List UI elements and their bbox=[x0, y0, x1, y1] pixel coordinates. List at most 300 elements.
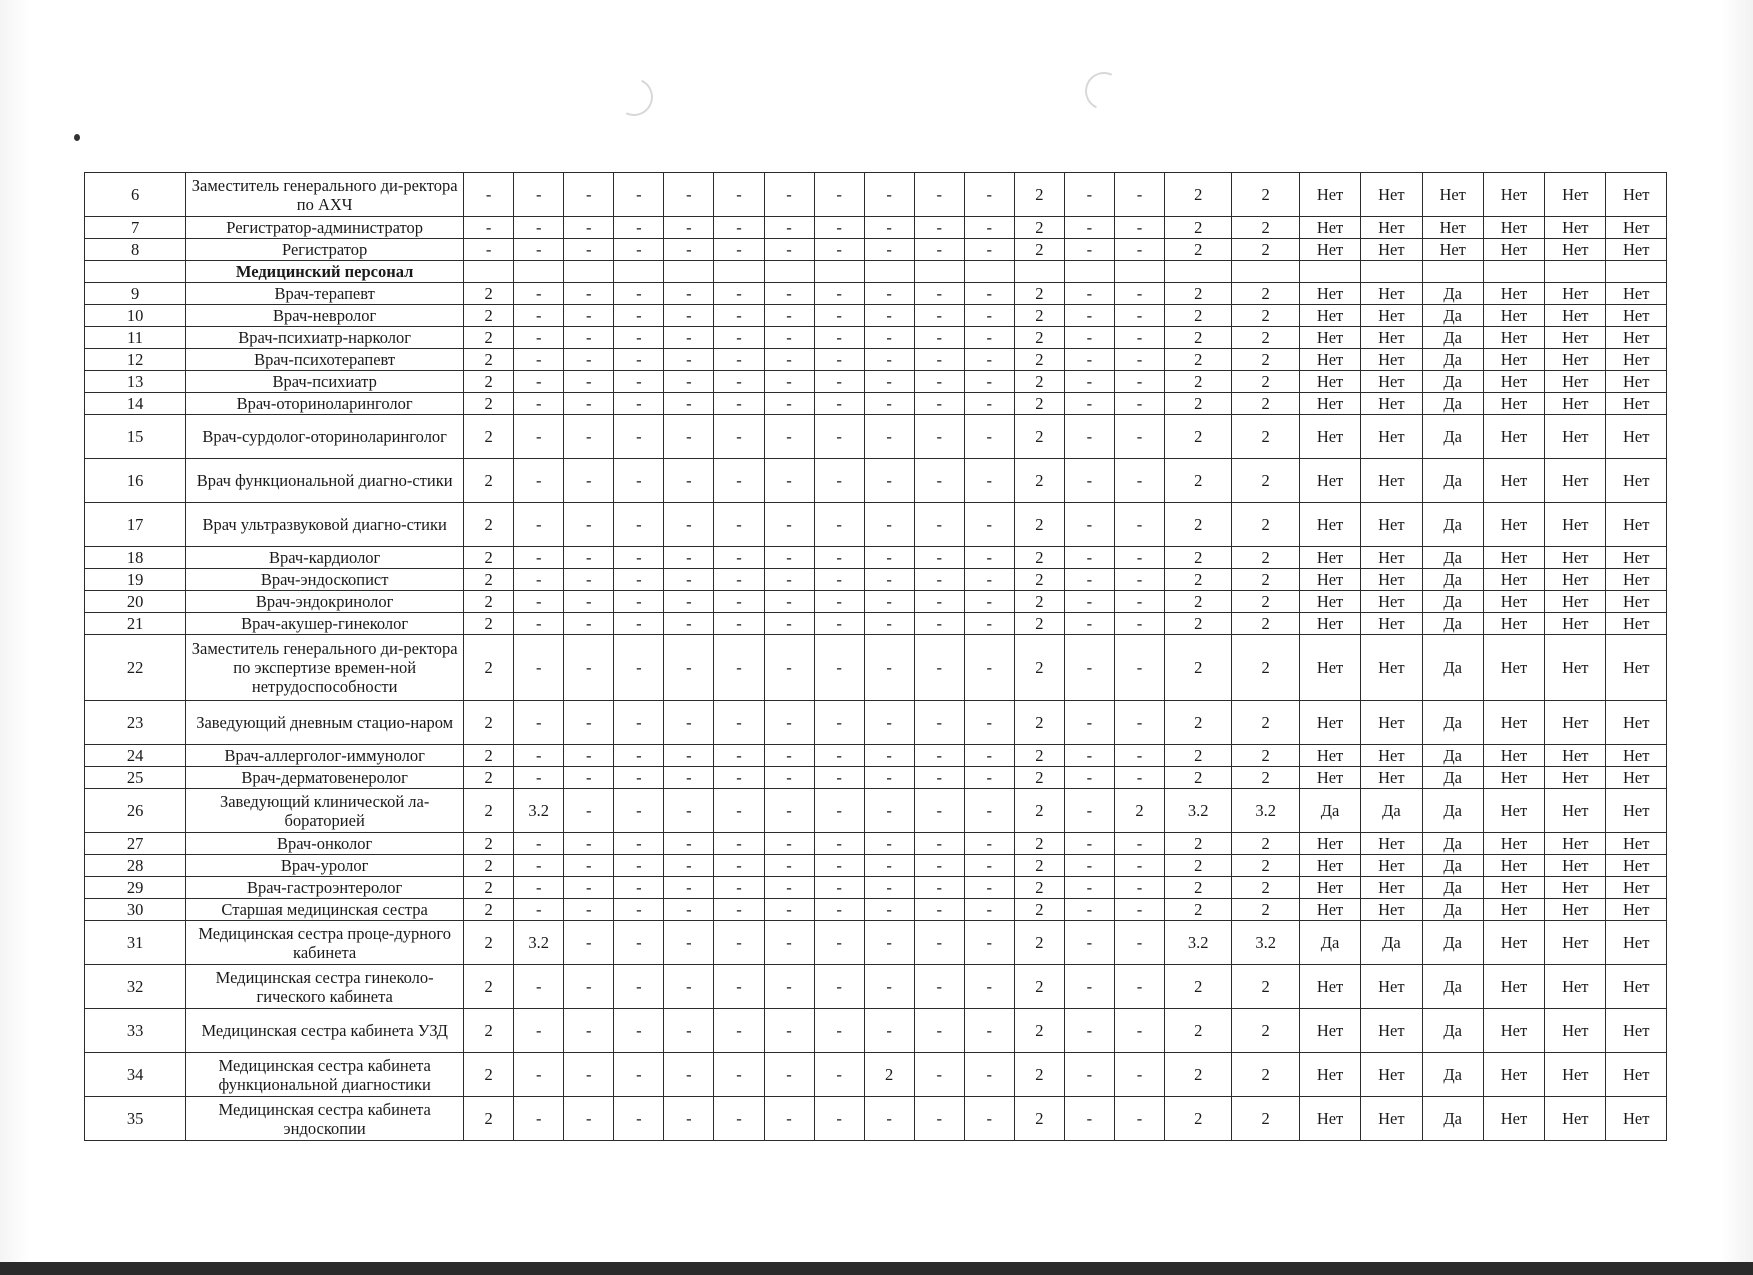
value-cell: 2 bbox=[1232, 855, 1299, 877]
value-cell: - bbox=[864, 591, 914, 613]
value-cell: 3.2 bbox=[1232, 921, 1299, 965]
value-cell: - bbox=[714, 239, 764, 261]
row-number: 17 bbox=[85, 503, 186, 547]
position-name: Заместитель генерального ди-ректора по АХЧ bbox=[186, 173, 464, 217]
value-cell: 2 bbox=[1232, 877, 1299, 899]
value-cell: Да bbox=[1361, 789, 1422, 833]
value-cell: - bbox=[714, 965, 764, 1009]
value-cell: - bbox=[564, 393, 614, 415]
value-cell: 2 bbox=[464, 459, 514, 503]
value-cell: Да bbox=[1422, 745, 1483, 767]
value-cell: 2 bbox=[1232, 635, 1299, 701]
value-cell: Нет bbox=[1545, 1097, 1606, 1141]
value-cell bbox=[714, 261, 764, 283]
value-cell: - bbox=[764, 349, 814, 371]
value-cell: - bbox=[514, 327, 564, 349]
value-cell: Нет bbox=[1361, 965, 1422, 1009]
value-cell: Нет bbox=[1545, 283, 1606, 305]
value-cell: 2 bbox=[1014, 899, 1064, 921]
value-cell: Нет bbox=[1483, 459, 1544, 503]
value-cell: - bbox=[914, 569, 964, 591]
value-cell: Нет bbox=[1606, 547, 1667, 569]
value-cell: 2 bbox=[1165, 305, 1232, 327]
value-cell: 2 bbox=[1232, 393, 1299, 415]
value-cell: Нет bbox=[1606, 855, 1667, 877]
value-cell: - bbox=[564, 877, 614, 899]
value-cell: Да bbox=[1422, 635, 1483, 701]
value-cell: Нет bbox=[1299, 833, 1360, 855]
value-cell: - bbox=[664, 173, 714, 217]
table-row bbox=[85, 1009, 1667, 1053]
value-cell: 2 bbox=[1165, 393, 1232, 415]
value-cell: - bbox=[1114, 239, 1164, 261]
position-name: Врач-эндокринолог bbox=[186, 591, 464, 613]
value-cell: - bbox=[664, 1097, 714, 1141]
value-cell: - bbox=[564, 1053, 614, 1097]
value-cell: 3.2 bbox=[1165, 921, 1232, 965]
value-cell: - bbox=[864, 305, 914, 327]
value-cell: - bbox=[1114, 305, 1164, 327]
value-cell: - bbox=[764, 701, 814, 745]
value-cell: 2 bbox=[1165, 635, 1232, 701]
value-cell: Нет bbox=[1422, 217, 1483, 239]
value-cell: Да bbox=[1422, 1053, 1483, 1097]
value-cell: - bbox=[614, 305, 664, 327]
value-cell: 2 bbox=[1165, 855, 1232, 877]
value-cell: - bbox=[964, 701, 1014, 745]
value-cell: Нет bbox=[1361, 239, 1422, 261]
value-cell: Нет bbox=[1299, 899, 1360, 921]
value-cell: 2 bbox=[1232, 503, 1299, 547]
value-cell: - bbox=[614, 217, 664, 239]
value-cell: Да bbox=[1422, 833, 1483, 855]
value-cell: Нет bbox=[1545, 371, 1606, 393]
value-cell: - bbox=[1064, 459, 1114, 503]
value-cell: - bbox=[1114, 877, 1164, 899]
value-cell: - bbox=[964, 855, 1014, 877]
value-cell: Нет bbox=[1361, 767, 1422, 789]
value-cell: - bbox=[914, 877, 964, 899]
value-cell: - bbox=[514, 613, 564, 635]
value-cell: - bbox=[1114, 1053, 1164, 1097]
value-cell: - bbox=[1114, 217, 1164, 239]
row-number: 32 bbox=[85, 965, 186, 1009]
value-cell: - bbox=[764, 965, 814, 1009]
value-cell: - bbox=[1114, 767, 1164, 789]
value-cell: - bbox=[814, 283, 864, 305]
value-cell: - bbox=[614, 371, 664, 393]
value-cell: - bbox=[664, 591, 714, 613]
value-cell: - bbox=[964, 877, 1014, 899]
value-cell: Нет bbox=[1483, 591, 1544, 613]
value-cell: 2 bbox=[1232, 1009, 1299, 1053]
value-cell: - bbox=[964, 635, 1014, 701]
row-number: 23 bbox=[85, 701, 186, 745]
value-cell: Нет bbox=[1299, 1097, 1360, 1141]
value-cell: Нет bbox=[1606, 789, 1667, 833]
value-cell: - bbox=[864, 635, 914, 701]
value-cell: Да bbox=[1422, 371, 1483, 393]
value-cell: 2 bbox=[1232, 371, 1299, 393]
row-number: 20 bbox=[85, 591, 186, 613]
value-cell: - bbox=[764, 415, 814, 459]
value-cell: - bbox=[614, 173, 664, 217]
table-row bbox=[85, 327, 1667, 349]
value-cell: 2 bbox=[1165, 415, 1232, 459]
value-cell: Нет bbox=[1545, 217, 1606, 239]
value-cell: - bbox=[1114, 701, 1164, 745]
value-cell: 2 bbox=[1165, 569, 1232, 591]
value-cell: - bbox=[1064, 855, 1114, 877]
value-cell: - bbox=[864, 965, 914, 1009]
value-cell: 2 bbox=[464, 745, 514, 767]
value-cell: - bbox=[564, 569, 614, 591]
value-cell: Нет bbox=[1299, 371, 1360, 393]
value-cell: Нет bbox=[1483, 965, 1544, 1009]
value-cell: - bbox=[1114, 635, 1164, 701]
value-cell: 2 bbox=[1232, 283, 1299, 305]
value-cell: 2 bbox=[464, 877, 514, 899]
value-cell: 2 bbox=[1014, 371, 1064, 393]
value-cell: - bbox=[514, 855, 564, 877]
value-cell: Нет bbox=[1483, 767, 1544, 789]
position-name: Врач-невролог bbox=[186, 305, 464, 327]
value-cell: - bbox=[714, 1097, 764, 1141]
value-cell: - bbox=[764, 393, 814, 415]
value-cell: - bbox=[1064, 789, 1114, 833]
value-cell: Да bbox=[1422, 327, 1483, 349]
value-cell: - bbox=[1114, 283, 1164, 305]
value-cell: Нет bbox=[1545, 745, 1606, 767]
table-row bbox=[85, 591, 1667, 613]
value-cell: - bbox=[664, 217, 714, 239]
value-cell bbox=[1361, 261, 1422, 283]
value-cell: - bbox=[664, 569, 714, 591]
value-cell: Нет bbox=[1545, 965, 1606, 1009]
value-cell: - bbox=[564, 415, 614, 459]
position-name: Врач-онколог bbox=[186, 833, 464, 855]
table-row bbox=[85, 921, 1667, 965]
value-cell: - bbox=[614, 393, 664, 415]
value-cell: - bbox=[564, 591, 614, 613]
row-number: 28 bbox=[85, 855, 186, 877]
value-cell: - bbox=[764, 855, 814, 877]
value-cell: 2 bbox=[1014, 877, 1064, 899]
value-cell: 2 bbox=[464, 305, 514, 327]
value-cell: - bbox=[564, 921, 614, 965]
value-cell: - bbox=[714, 767, 764, 789]
value-cell: - bbox=[764, 613, 814, 635]
value-cell: - bbox=[864, 503, 914, 547]
value-cell: - bbox=[914, 393, 964, 415]
value-cell: - bbox=[614, 767, 664, 789]
value-cell: - bbox=[814, 503, 864, 547]
value-cell: - bbox=[914, 591, 964, 613]
value-cell: - bbox=[614, 1053, 664, 1097]
table-row bbox=[85, 635, 1667, 701]
value-cell: - bbox=[1064, 305, 1114, 327]
value-cell: - bbox=[864, 613, 914, 635]
value-cell: 2 bbox=[1165, 327, 1232, 349]
value-cell: 2 bbox=[464, 899, 514, 921]
value-cell: 2 bbox=[1232, 591, 1299, 613]
value-cell: - bbox=[964, 173, 1014, 217]
value-cell: - bbox=[864, 459, 914, 503]
value-cell: - bbox=[964, 1009, 1014, 1053]
value-cell: - bbox=[864, 239, 914, 261]
value-cell: Нет bbox=[1483, 1097, 1544, 1141]
value-cell: Нет bbox=[1299, 767, 1360, 789]
table-row bbox=[85, 877, 1667, 899]
value-cell: Да bbox=[1422, 547, 1483, 569]
value-cell: Да bbox=[1422, 349, 1483, 371]
table-row bbox=[85, 305, 1667, 327]
value-cell: - bbox=[1064, 833, 1114, 855]
value-cell: - bbox=[664, 415, 714, 459]
value-cell: Да bbox=[1422, 767, 1483, 789]
value-cell: - bbox=[814, 613, 864, 635]
value-cell: - bbox=[814, 833, 864, 855]
value-cell: - bbox=[614, 899, 664, 921]
position-name: Врач ультразвуковой диагно-стики bbox=[186, 503, 464, 547]
value-cell: - bbox=[564, 283, 614, 305]
value-cell: - bbox=[764, 1053, 814, 1097]
value-cell: - bbox=[614, 877, 664, 899]
value-cell: - bbox=[814, 327, 864, 349]
value-cell: - bbox=[714, 349, 764, 371]
value-cell: 2 bbox=[1165, 1053, 1232, 1097]
value-cell: - bbox=[764, 239, 814, 261]
value-cell: Нет bbox=[1299, 173, 1360, 217]
position-name: Врач-психотерапевт bbox=[186, 349, 464, 371]
value-cell: - bbox=[964, 569, 1014, 591]
value-cell: - bbox=[964, 921, 1014, 965]
row-number: 12 bbox=[85, 349, 186, 371]
table-row bbox=[85, 899, 1667, 921]
value-cell: - bbox=[1064, 921, 1114, 965]
value-cell: 2 bbox=[1165, 173, 1232, 217]
value-cell: - bbox=[1114, 613, 1164, 635]
value-cell: - bbox=[614, 635, 664, 701]
value-cell: 2 bbox=[1165, 217, 1232, 239]
table-row bbox=[85, 503, 1667, 547]
position-name: Врач-психиатр-нарколог bbox=[186, 327, 464, 349]
value-cell: 2 bbox=[1014, 173, 1064, 217]
value-cell: 2 bbox=[1014, 393, 1064, 415]
value-cell: - bbox=[914, 547, 964, 569]
value-cell: Нет bbox=[1299, 855, 1360, 877]
value-cell: 2 bbox=[1165, 239, 1232, 261]
value-cell: - bbox=[564, 371, 614, 393]
value-cell: - bbox=[564, 855, 614, 877]
value-cell: - bbox=[714, 1053, 764, 1097]
value-cell: 2 bbox=[464, 1097, 514, 1141]
value-cell: - bbox=[764, 591, 814, 613]
value-cell: - bbox=[964, 349, 1014, 371]
value-cell: - bbox=[564, 899, 614, 921]
value-cell: - bbox=[614, 789, 664, 833]
value-cell: - bbox=[564, 547, 614, 569]
value-cell: - bbox=[914, 855, 964, 877]
value-cell: 2 bbox=[1014, 921, 1064, 965]
value-cell: Нет bbox=[1299, 1009, 1360, 1053]
value-cell: - bbox=[1064, 239, 1114, 261]
value-cell: 2 bbox=[1232, 569, 1299, 591]
value-cell: Нет bbox=[1606, 965, 1667, 1009]
value-cell: 2 bbox=[1165, 899, 1232, 921]
value-cell: Нет bbox=[1545, 833, 1606, 855]
value-cell: Нет bbox=[1545, 459, 1606, 503]
value-cell: Нет bbox=[1606, 393, 1667, 415]
value-cell: - bbox=[1064, 965, 1114, 1009]
value-cell: - bbox=[514, 569, 564, 591]
value-cell: - bbox=[964, 217, 1014, 239]
value-cell: - bbox=[514, 371, 564, 393]
value-cell: 2 bbox=[1232, 217, 1299, 239]
value-cell: - bbox=[664, 965, 714, 1009]
value-cell: 2 bbox=[464, 547, 514, 569]
position-name: Заведующий клинической ла-бораторией bbox=[186, 789, 464, 833]
value-cell: - bbox=[564, 1097, 614, 1141]
value-cell: - bbox=[614, 591, 664, 613]
value-cell: Да bbox=[1422, 965, 1483, 1009]
value-cell: Нет bbox=[1606, 327, 1667, 349]
value-cell bbox=[1014, 261, 1064, 283]
value-cell: - bbox=[514, 877, 564, 899]
value-cell: - bbox=[514, 217, 564, 239]
table-row bbox=[85, 371, 1667, 393]
row-number: 10 bbox=[85, 305, 186, 327]
value-cell: Нет bbox=[1606, 173, 1667, 217]
value-cell: - bbox=[814, 173, 864, 217]
value-cell: Нет bbox=[1361, 877, 1422, 899]
row-number: 6 bbox=[85, 173, 186, 217]
value-cell: Нет bbox=[1606, 239, 1667, 261]
value-cell: Нет bbox=[1545, 855, 1606, 877]
value-cell: 2 bbox=[1165, 591, 1232, 613]
value-cell: Нет bbox=[1361, 415, 1422, 459]
value-cell: Нет bbox=[1545, 767, 1606, 789]
position-name: Регистратор bbox=[186, 239, 464, 261]
value-cell: - bbox=[614, 833, 664, 855]
value-cell: Нет bbox=[1545, 239, 1606, 261]
value-cell: - bbox=[664, 503, 714, 547]
value-cell: Да bbox=[1422, 305, 1483, 327]
table-row bbox=[85, 569, 1667, 591]
value-cell: Да bbox=[1361, 921, 1422, 965]
value-cell: - bbox=[914, 415, 964, 459]
value-cell: - bbox=[514, 305, 564, 327]
value-cell: 2 bbox=[1014, 217, 1064, 239]
value-cell: 2 bbox=[1232, 965, 1299, 1009]
value-cell: Нет bbox=[1361, 217, 1422, 239]
value-cell: 2 bbox=[1165, 613, 1232, 635]
value-cell: - bbox=[964, 591, 1014, 613]
value-cell: 2 bbox=[464, 613, 514, 635]
value-cell bbox=[1299, 261, 1360, 283]
value-cell: Нет bbox=[1606, 613, 1667, 635]
value-cell: - bbox=[714, 569, 764, 591]
value-cell: - bbox=[614, 921, 664, 965]
value-cell: - bbox=[514, 833, 564, 855]
value-cell: - bbox=[614, 503, 664, 547]
value-cell: 2 bbox=[1014, 745, 1064, 767]
value-cell: 2 bbox=[1014, 327, 1064, 349]
row-number: 16 bbox=[85, 459, 186, 503]
row-number: 25 bbox=[85, 767, 186, 789]
value-cell: Нет bbox=[1422, 173, 1483, 217]
value-cell: - bbox=[1114, 921, 1164, 965]
value-cell: 2 bbox=[1165, 745, 1232, 767]
position-name: Врач-аллерголог-иммунолог bbox=[186, 745, 464, 767]
value-cell: - bbox=[1064, 1009, 1114, 1053]
value-cell: Нет bbox=[1545, 591, 1606, 613]
value-cell: 2 bbox=[1014, 305, 1064, 327]
value-cell: - bbox=[914, 503, 964, 547]
value-cell: - bbox=[764, 371, 814, 393]
value-cell: Да bbox=[1422, 613, 1483, 635]
value-cell: - bbox=[1064, 393, 1114, 415]
value-cell: 2 bbox=[464, 833, 514, 855]
value-cell: Нет bbox=[1606, 217, 1667, 239]
value-cell: Нет bbox=[1361, 503, 1422, 547]
table-row bbox=[85, 415, 1667, 459]
value-cell: - bbox=[764, 1009, 814, 1053]
value-cell: Да bbox=[1422, 415, 1483, 459]
value-cell: - bbox=[514, 173, 564, 217]
value-cell bbox=[1232, 261, 1299, 283]
value-cell: Да bbox=[1299, 921, 1360, 965]
value-cell: - bbox=[764, 569, 814, 591]
value-cell: - bbox=[714, 547, 764, 569]
value-cell: 2 bbox=[1014, 503, 1064, 547]
value-cell: - bbox=[714, 701, 764, 745]
value-cell: - bbox=[664, 327, 714, 349]
value-cell: - bbox=[964, 415, 1014, 459]
row-number: 31 bbox=[85, 921, 186, 965]
value-cell: 2 bbox=[1014, 1009, 1064, 1053]
value-cell: Нет bbox=[1545, 877, 1606, 899]
value-cell: - bbox=[1064, 349, 1114, 371]
value-cell: - bbox=[914, 701, 964, 745]
position-name: Врач-уролог bbox=[186, 855, 464, 877]
position-name: Врач-акушер-гинеколог bbox=[186, 613, 464, 635]
value-cell: - bbox=[864, 767, 914, 789]
value-cell: 2 bbox=[1232, 349, 1299, 371]
value-cell: - bbox=[514, 393, 564, 415]
value-cell: - bbox=[814, 547, 864, 569]
value-cell: Нет bbox=[1299, 305, 1360, 327]
value-cell: - bbox=[614, 569, 664, 591]
section-title: Медицинский персонал bbox=[186, 261, 464, 283]
value-cell: - bbox=[714, 877, 764, 899]
value-cell: - bbox=[864, 855, 914, 877]
value-cell: 2 bbox=[464, 965, 514, 1009]
value-cell: Нет bbox=[1483, 899, 1544, 921]
value-cell: 2 bbox=[464, 283, 514, 305]
value-cell bbox=[1422, 261, 1483, 283]
value-cell: - bbox=[1114, 371, 1164, 393]
value-cell: - bbox=[714, 217, 764, 239]
value-cell: - bbox=[864, 789, 914, 833]
value-cell: - bbox=[714, 283, 764, 305]
value-cell: Нет bbox=[1483, 613, 1544, 635]
table-row bbox=[85, 283, 1667, 305]
value-cell: - bbox=[914, 283, 964, 305]
value-cell: - bbox=[564, 701, 614, 745]
value-cell: - bbox=[964, 393, 1014, 415]
value-cell: - bbox=[514, 767, 564, 789]
